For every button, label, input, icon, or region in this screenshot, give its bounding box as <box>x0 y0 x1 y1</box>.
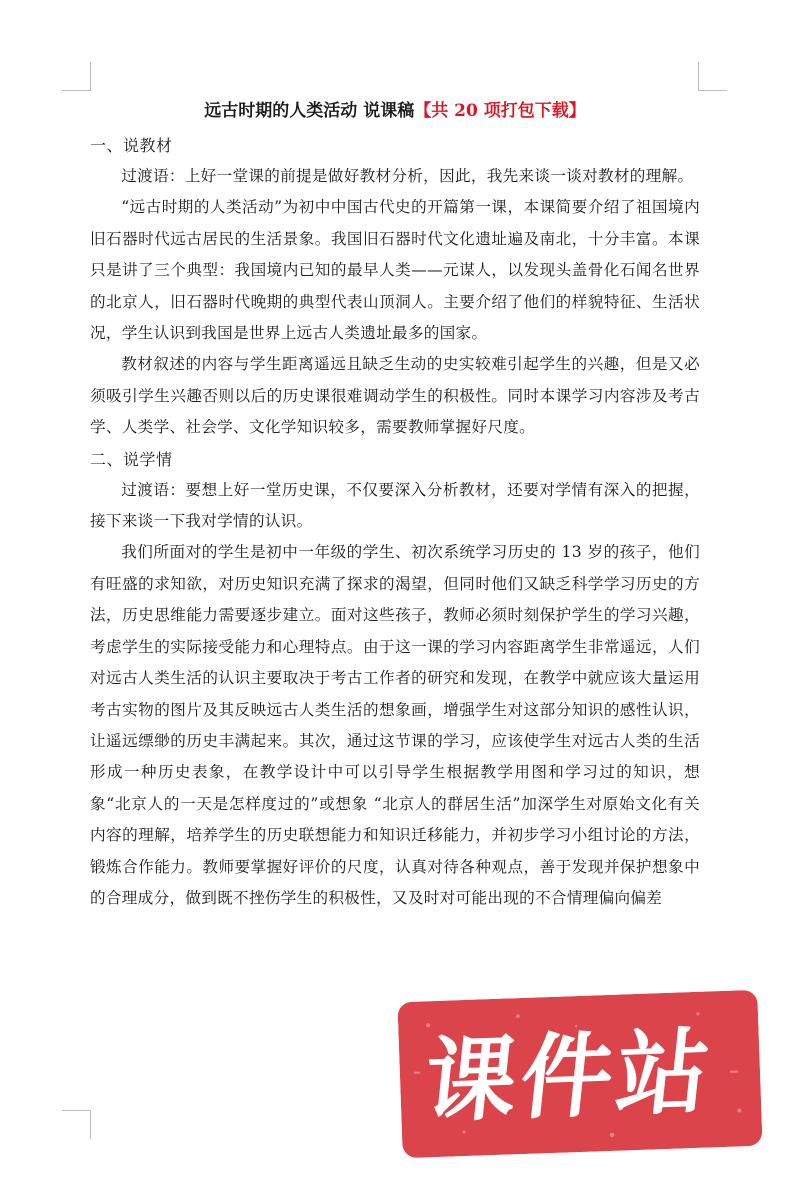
paragraph: 过渡语：要想上好一堂历史课，不仅要深入分析教材，还要对学情有深入的把握，接下来谈一下我对学情的认识。 <box>90 480 700 531</box>
watermark-stamp-graphic <box>397 990 762 1158</box>
document-body <box>90 96 700 914</box>
document-title <box>90 96 700 126</box>
section-student-analysis <box>90 444 700 915</box>
crop-mark-top-right <box>698 62 727 91</box>
paragraph: 过渡语：上好一堂课的前提是做好教材分析，因此，我先来谈一谈对教材的理解。 <box>121 167 694 185</box>
watermark-text: 课件站 <box>419 1017 719 1136</box>
watermark-stamp <box>397 990 762 1158</box>
paragraph: “远古时期的人类活动”为初中中国古代史的开篇第一课，本课简要介绍了祖国境内旧石器时代远古居民的生活景象。我国旧石器时代文化遗址遍及南北，十分丰富。本课只是讲了三个典型：我国境内已知的最早人类——元谋人，以发现头盖骨化石闻名世界的北京人，旧石器时代晚期的典型代表山顶洞人。主要介绍了他们的样貌特征、生活状况，学生认识到我国是世界上远古人类遗址最多的国家。 <box>90 198 700 343</box>
section-teaching-material <box>90 130 700 444</box>
crop-mark-top-left <box>62 62 91 91</box>
title-download-tag: 【共 20 项打包下载】 <box>414 101 586 121</box>
section-heading: 二、说学情 <box>90 449 173 469</box>
crop-mark-bottom-left <box>62 1110 91 1139</box>
paragraph: 我们所面对的学生是初中一年级的学生、初次系统学习历史的 13 岁的孩子，他们有旺盛的求知欲，对历史知识充满了探求的渴望，但同时他们又缺乏科学学习历史的方法，历史思维能力需要逐步建立。面对这些孩子，教师必须时刻保护学生的学习兴趣，考虑学生的实际接受能力和心理特点。由于这一课的学习内容距离学生非常遥远，人们对远古人类生活的认识主要取决于考古工作者的研究和发现，在教学中就应该大量运用考古实物的图片及其反映远古人类生活的想象画，增强学生对这部分知识的感性认识，让遥远缥缈的历史丰满起来。其次，通过这节课的学习，应该使学生对远古人类的生活形成一种历史表象，在教学设计中可以引导学生根据教学用图和学习过的知识，想象“北京人的一天是怎样度过的”或想象 “北京人的群居生活”加深学生对原始文化有关内容的理解，培养学生的历史联想能力和知识迁移能力，并初步学习小组讨论的方法，锻炼合作能力。教师要掌握好评价的尺度，认真对待各种观点，善于发现并保护想象中的合理成分，做到既不挫伤学生的积极性，又及时对可能出现的不合情理偏向偏差 <box>90 543 700 907</box>
title-text: 远古时期的人类活动 说课稿 <box>204 101 415 121</box>
paragraph: 教材叙述的内容与学生距离遥远且缺乏生动的史实较难引起学生的兴趣，但是又必须吸引学生兴趣否则以后的历史课很难调动学生的积极性。同时本课学习内容涉及考古学、人类学、社会学、文化学知识较多，需要教师掌握好尺度。 <box>90 355 700 437</box>
section-heading: 一、说教材 <box>90 136 173 155</box>
